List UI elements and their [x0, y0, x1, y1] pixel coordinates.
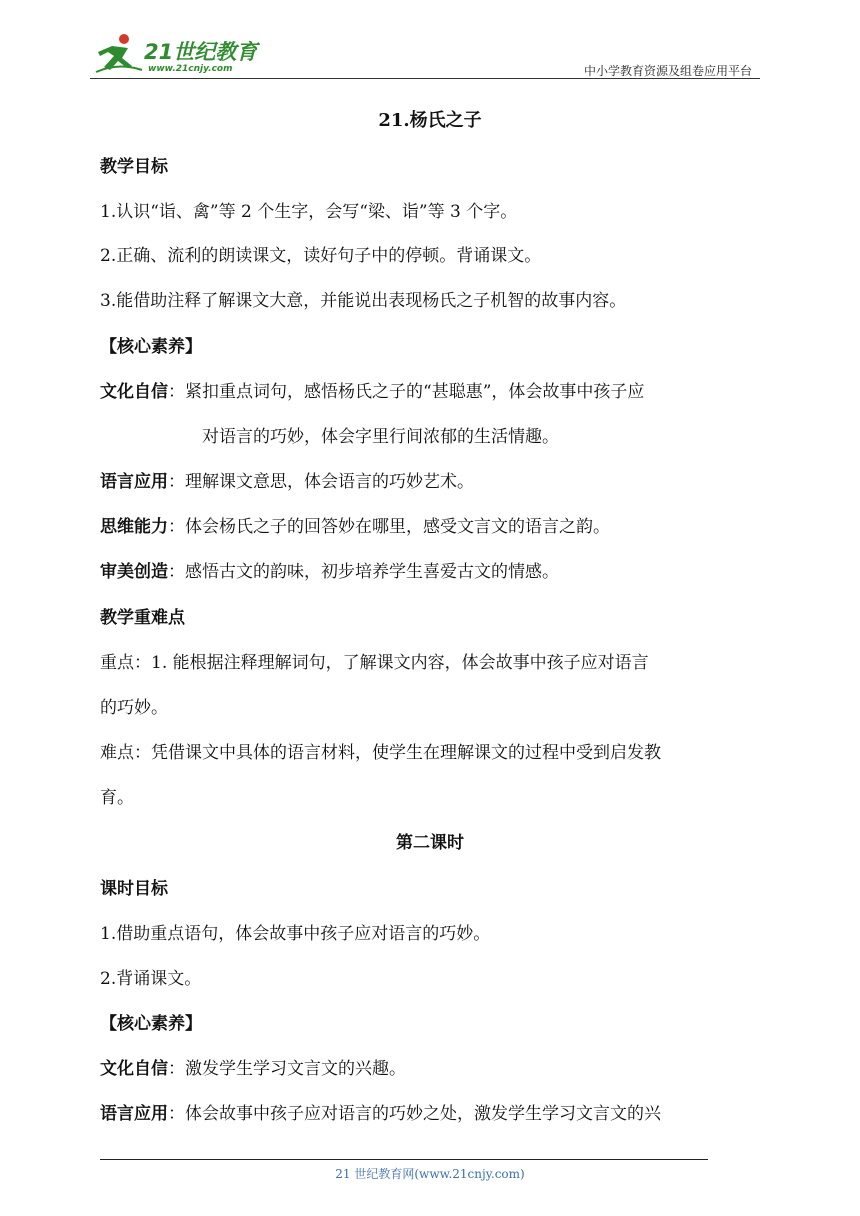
section-heading-key-points: 教学重难点 — [100, 608, 185, 628]
core-text: ：理解课文意思，体会语言的巧妙艺术。 — [168, 472, 474, 492]
core-item-continuation: 对语言的巧妙，体会字里行间浓郁的生活情趣。 — [202, 427, 559, 447]
lesson-goal-item: 1.借助重点语句，体会故事中孩子应对语言的巧妙。 — [100, 924, 491, 944]
core-label: 思维能力 — [100, 517, 168, 537]
core-item — [100, 516, 610, 538]
goal-item: 1.认识“诣、禽”等 2 个生字，会写“梁、诣”等 3 个字。 — [100, 202, 518, 222]
section-heading-core-2: 【核心素养】 — [100, 1014, 202, 1034]
platform-tagline: 中小学教育资源及组卷应用平台 — [583, 64, 752, 78]
key-point-continuation: 的巧妙。 — [100, 698, 168, 718]
core-item — [100, 381, 644, 403]
core-text: ：体会故事中孩子应对语言的巧妙之处，激发学生学习文言文的兴 — [168, 1104, 661, 1124]
runner-logo-icon — [94, 32, 144, 76]
core-label: 语言应用 — [100, 472, 168, 492]
logo-url: www.21cnjy.com — [148, 64, 233, 74]
logo-text: 21世纪教育 — [144, 40, 258, 64]
core-label: 语言应用 — [100, 1104, 168, 1124]
logo — [94, 32, 264, 78]
key-point: 难点：凭借课文中具体的语言材料，使学生在理解课文的过程中受到启发教 — [100, 743, 661, 763]
core-text: ：体会杨氏之子的回答妙在哪里，感受文言文的语言之韵。 — [168, 517, 610, 537]
lesson-heading: 第二课时 — [396, 833, 464, 853]
core-text: ：紧扣重点词句，感悟杨氏之子的“甚聪惠”，体会故事中孩子应 — [168, 382, 645, 402]
core-label: 审美创造 — [100, 562, 168, 582]
core-text: ：激发学生学习文言文的兴趣。 — [168, 1059, 406, 1079]
section-heading-goals: 教学目标 — [100, 157, 168, 177]
core-item — [100, 471, 474, 493]
core-item — [100, 1103, 661, 1125]
section-heading-core: 【核心素养】 — [100, 337, 202, 357]
section-heading-lesson-goals: 课时目标 — [100, 879, 168, 899]
lesson-goal-item: 2.背诵课文。 — [100, 969, 202, 989]
core-label: 文化自信 — [100, 382, 168, 402]
key-point: 重点：1. 能根据注释理解词句，了解课文内容，体会故事中孩子应对语言 — [100, 653, 649, 673]
core-label: 文化自信 — [100, 1059, 168, 1079]
core-text: ：感悟古文的韵味，初步培养学生喜爱古文的情感。 — [168, 562, 559, 582]
page-title: 21.杨氏之子 — [378, 110, 482, 131]
footer-divider — [100, 1159, 708, 1160]
footer-link[interactable]: 21 世纪教育网(www.21cnjy.com) — [335, 1167, 525, 1181]
core-item — [100, 561, 559, 583]
goal-item: 3.能借助注释了解课文大意，并能说出表现杨氏之子机智的故事内容。 — [100, 291, 627, 311]
goal-item: 2.正确、流利的朗读课文，读好句子中的停顿。背诵课文。 — [100, 246, 542, 266]
key-point-continuation: 育。 — [100, 788, 134, 808]
page-header — [90, 30, 760, 80]
core-item — [100, 1058, 406, 1080]
header-divider — [90, 78, 760, 79]
